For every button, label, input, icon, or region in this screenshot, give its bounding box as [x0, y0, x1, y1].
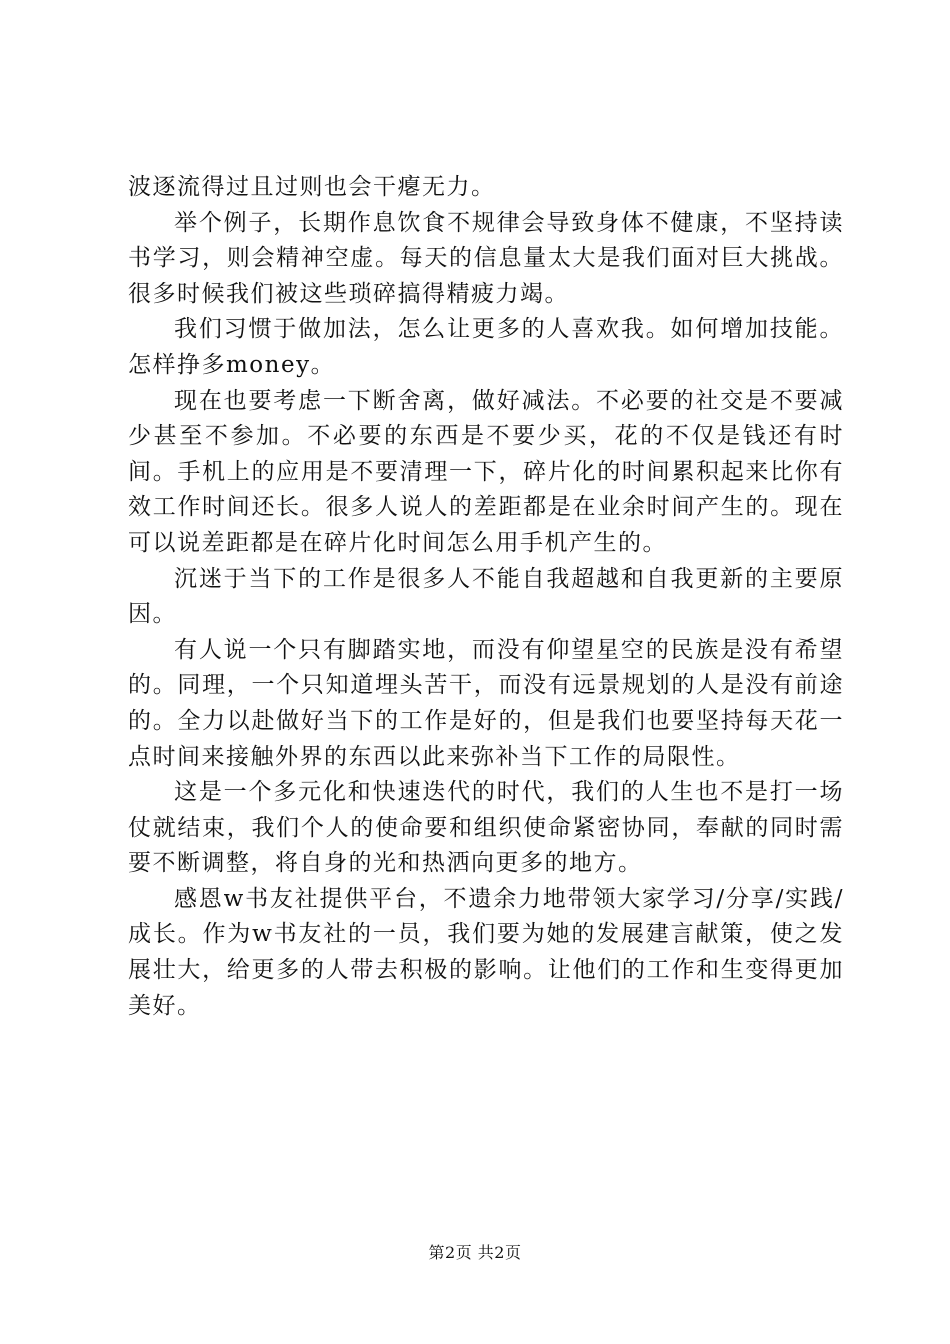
paragraph-continued: 波逐流得过且过则也会干瘪无力。: [128, 174, 496, 200]
paragraph: 现在也要考虑一下断舍离，做好减法。不必要的社交是不要减少甚至不参加。不必要的东西是不要少买，花的不仅是钱还有时间。手机上的应用是不要清理一下，碎片化的时间累积起来比你有效工作时间还长。很多人说人的差距都是在业余时间产生的。现在可以说差距都是在碎片化时间怎么用手机产生的。: [128, 387, 844, 556]
paragraph: 这是一个多元化和快速迭代的时代，我们的人生也不是打一场仗就结束，我们个人的使命要和组织使命紧密协同，奉献的同时需要不断调整，将自身的光和热洒向更多的地方。: [128, 779, 844, 877]
document-body: [128, 170, 844, 1024]
page-number-footer: 第2页 共2页: [428, 1243, 522, 1262]
paragraph: 我们习惯于做加法，怎么让更多的人喜欢我。如何增加技能。怎样挣多money。: [128, 316, 844, 378]
paragraph: 有人说一个只有脚踏实地，而没有仰望星空的民族是没有希望的。同理，一个只知道埋头苦干，而没有远景规划的人是没有前途的。全力以赴做好当下的工作是好的，但是我们也要坚持每天花一点时间来接触外界的东西以此来弥补当下工作的局限性。: [128, 636, 844, 770]
paragraph: 沉迷于当下的工作是很多人不能自我超越和自我更新的主要原因。: [128, 565, 844, 628]
paragraph: 感恩w书友社提供平台，不遗余力地带领大家学习/分享/实践/成长。作为w书友社的一员，我们要为她的发展建言献策，使之发展壮大，给更多的人带去积极的影响。让他们的工作和生变得更加美好。: [128, 885, 844, 1019]
paragraph: 举个例子，长期作息饮食不规律会导致身体不健康，不坚持读书学习，则会精神空虚。每天的信息量太大是我们面对巨大挑战。很多时候我们被这些琐碎搞得精疲力竭。: [128, 209, 844, 307]
